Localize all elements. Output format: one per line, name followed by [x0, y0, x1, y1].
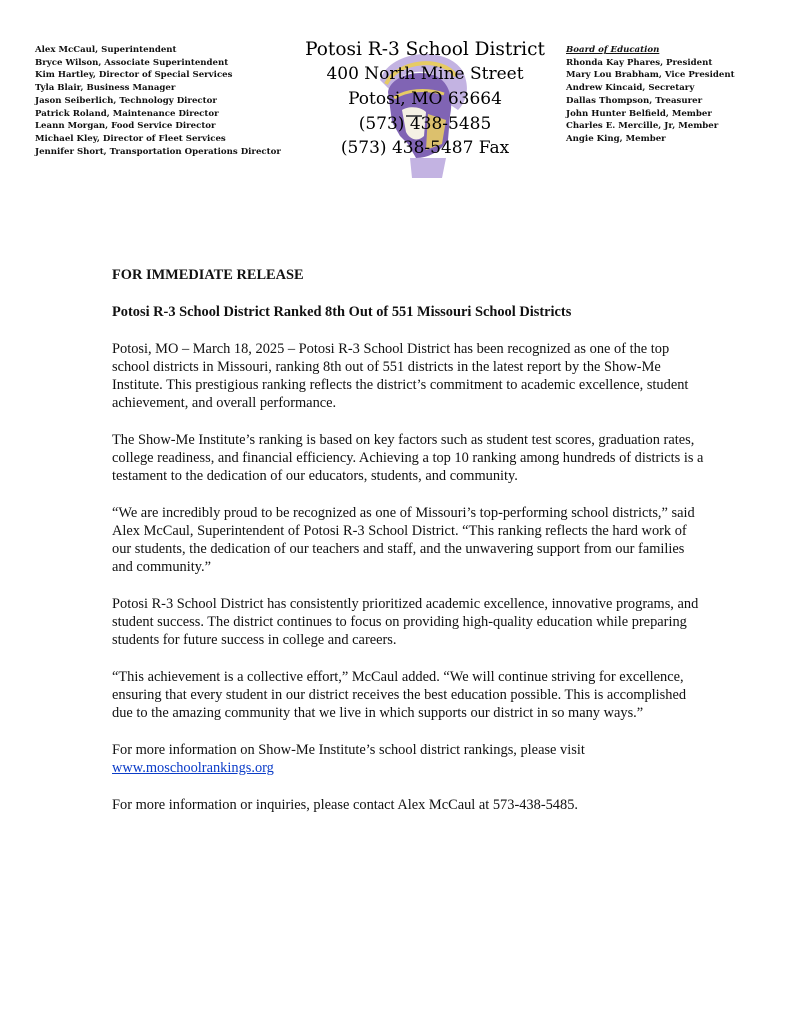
staff-entry: Michael Kley, Director of Fleet Services — [35, 133, 226, 144]
release-headline: Potosi R-3 School District Ranked 8th Out of 551 Missouri School Districts — [112, 304, 572, 320]
contact-info: For more information or inquiries, please contact Alex McCaul at 573-438-5485. — [112, 797, 578, 813]
staff-entry: Alex McCaul, Superintendent — [35, 45, 177, 55]
board-of-education — [566, 44, 791, 146]
board-member: John Hunter Belfield, Member — [566, 108, 712, 119]
staff-entry: Bryce Wilson, Associate Superintendent — [35, 57, 229, 68]
paragraph: “We are incredibly proud to be recognized as one of Missouri’s top-performing school districts,” said Alex McCaul, Superintendent of Potosi R-3 School District. “This ranking reflects the hard work of our students, the dedication of our teachers and staff, and the unwavering support from our families and community.” — [112, 505, 695, 575]
more-info — [112, 741, 707, 777]
rankings-link[interactable]: www.moschoolrankings.org — [112, 760, 274, 776]
release-label: FOR IMMEDIATE RELEASE — [112, 267, 304, 283]
phone-number: (573) 438-5485 — [358, 114, 492, 134]
paragraph: Potosi R-3 School District has consistently prioritized academic excellence, innovative programs, and student success. The district continues to focus on providing high-quality education while preparing students for future success in college and careers. — [112, 596, 699, 648]
staff-entry: Tyla Blair, Business Manager — [35, 83, 176, 94]
staff-entry: Kim Hartley, Director of Special Services — [35, 70, 233, 81]
staff-list — [35, 44, 305, 158]
address-street: 400 North Mine Street — [326, 64, 524, 84]
board-member: Mary Lou Brabham, Vice President — [566, 70, 735, 81]
more-info-text: For more information on Show-Me Institute’s school district rankings, please visit — [112, 742, 585, 758]
board-member: Charles E. Mercille, Jr, Member — [566, 121, 719, 132]
board-member: Andrew Kincaid, Secretary — [566, 83, 695, 94]
address-city: Potosi, MO 63664 — [348, 89, 502, 109]
staff-entry: Jason Seiberlich, Technology Director — [35, 95, 217, 106]
district-header — [300, 38, 550, 160]
paragraph: Potosi, MO – March 18, 2025 – Potosi R-3 School District has been recognized as one of the top school districts in Missouri, ranking 8th out of 551 districts in the latest report by the Show-Me Institute. This prestigious ranking reflects the district’s commitment to academic excellence, student achievement, and overall performance. — [112, 341, 689, 411]
board-member: Dallas Thompson, Treasurer — [566, 95, 703, 106]
press-release-body — [112, 266, 707, 833]
board-member: Angie King, Member — [566, 133, 666, 144]
paragraph: “This achievement is a collective effort,” McCaul added. “We will continue striving for excellence, ensuring that every student in our district receives the best education possible. This is accomplished due to the amazing community that we live in which supports our district in so many ways.” — [112, 669, 687, 721]
board-title: Board of Education — [566, 45, 660, 55]
staff-entry: Patrick Roland, Maintenance Director — [35, 108, 219, 119]
board-member: Rhonda Kay Phares, President — [566, 57, 713, 68]
district-name: Potosi R-3 School District — [305, 39, 545, 60]
staff-entry: Leann Morgan, Food Service Director — [35, 121, 216, 132]
staff-entry: Jennifer Short, Transportation Operations Director — [35, 146, 281, 157]
fax-number: (573) 438-5487 Fax — [340, 138, 510, 158]
paragraph: The Show-Me Institute’s ranking is based on key factors such as student test scores, graduation rates, college readiness, and financial efficiency. Achieving a top 10 ranking among hundreds of districts is a testament to the dedication of our educators, students, and community. — [112, 432, 704, 484]
